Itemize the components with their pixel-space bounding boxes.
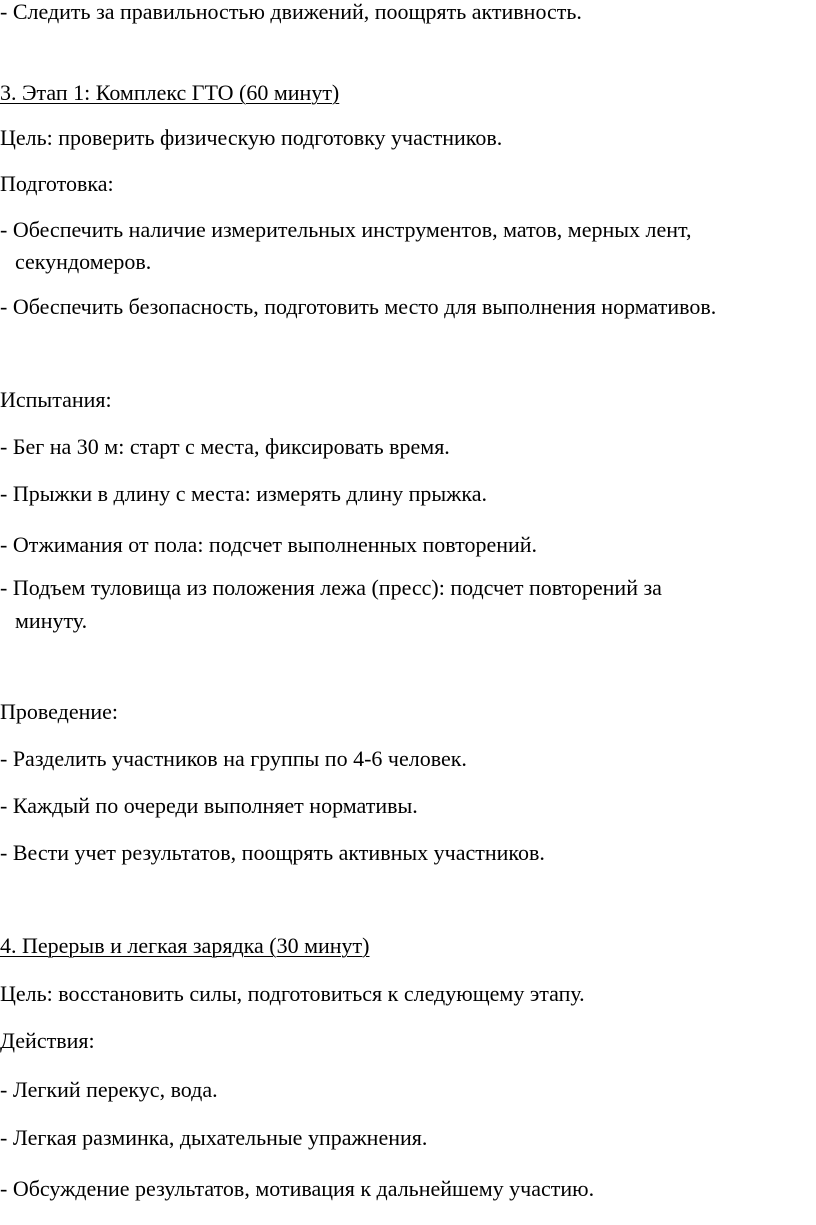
- list-item: - Легкая разминка, дыхательные упражнения.: [0, 1125, 428, 1150]
- list-item: - Обеспечить наличие измерительных инструментов, матов, мерных лент,: [0, 217, 692, 242]
- list-item: - Следить за правильностью движений, поощрять активность.: [0, 0, 582, 24]
- list-item: - Легкий перекус, вода.: [0, 1077, 218, 1102]
- list-item: - Отжимания от пола: подсчет выполненных повторений.: [0, 532, 538, 557]
- list-item: - Бег на 30 м: старт с места, фиксировать время.: [0, 434, 450, 459]
- list-item: - Каждый по очереди выполняет нормативы.: [0, 793, 418, 818]
- subheading: Проведение:: [0, 699, 119, 724]
- list-item: - Обеспечить безопасность, подготовить место для выполнения нормативов.: [0, 294, 717, 319]
- list-item: - Подъем туловища из положения лежа (пресс): подсчет повторений за: [0, 575, 662, 600]
- list-item-continuation: секундомеров.: [15, 249, 152, 274]
- subheading: Действия:: [0, 1028, 95, 1053]
- list-item-continuation: минуту.: [15, 608, 88, 633]
- section-heading: 4. Перерыв и легкая зарядка (30 минут): [0, 933, 370, 958]
- subheading: Подготовка:: [0, 171, 114, 196]
- subheading: Испытания:: [0, 387, 112, 412]
- section-heading: 3. Этап 1: Комплекс ГТО (60 минут): [0, 80, 340, 105]
- list-item: - Разделить участников на группы по 4-6 человек.: [0, 746, 467, 771]
- goal-text: Цель: проверить физическую подготовку участников.: [0, 125, 503, 150]
- list-item: - Вести учет результатов, поощрять активных участников.: [0, 840, 545, 865]
- goal-text: Цель: восстановить силы, подготовиться к следующему этапу.: [0, 981, 585, 1006]
- list-item: - Обсуждение результатов, мотивация к дальнейшему участию.: [0, 1176, 595, 1201]
- list-item: - Прыжки в длину с места: измерять длину прыжка.: [0, 481, 487, 506]
